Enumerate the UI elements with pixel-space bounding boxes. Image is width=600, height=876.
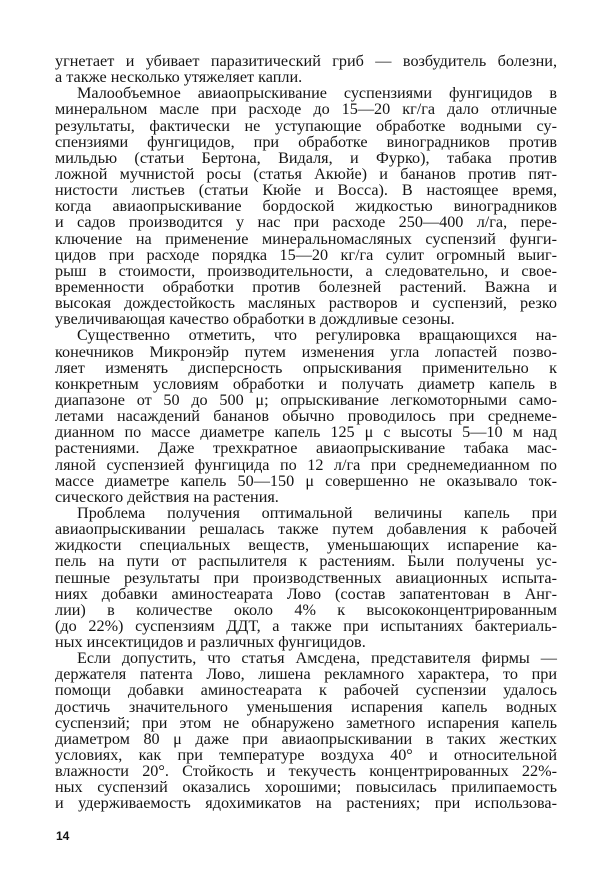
- text-line: Проблема получения оптимальной величины капель при: [77, 503, 557, 522]
- text-line: ключение на применение минеральномасляных суспензий фунги-: [55, 229, 557, 248]
- text-line: когда авиаопрыскивание бордоской жидкостью виноградников: [55, 197, 557, 216]
- text-line: цидов при расходе порядка 15—20 кг/га сулит огромный выиг-: [55, 245, 557, 264]
- text-line: конкретным условиям обработки и получать диаметр капель в: [55, 374, 557, 393]
- text-line: лии) в количестве около 4% к высококонцентрированным: [55, 600, 557, 619]
- text-line: минеральном масле при расходе до 15—20 кг/га дало отличные: [55, 100, 557, 119]
- text-line: диаметром 80 μ даже при авиаопрыскивании в таких жестких: [55, 729, 557, 748]
- text-line: высокая дождестойкость масляных растворов и суспензий, резко: [55, 294, 557, 313]
- text-line: влажности 20°. Стойкость и текучесть концентрированных 22%-: [55, 762, 557, 781]
- text-line: летами насаждений бананов обычно проводилось при среднеме-: [55, 407, 557, 426]
- text-line: жидкости специальных веществ, уменьшающих испарение ка-: [55, 536, 557, 555]
- text-line: ниях добавки аминостеарата Лово (состав запатентован в Анг-: [55, 584, 557, 603]
- text-line: ляет изменять дисперсность опрыскивания применительно к: [55, 358, 557, 377]
- text-line: условиях, как при температуре воздуха 40° и относительной: [55, 746, 557, 765]
- text-line: результаты, фактически не уступающие обработке водными су-: [55, 116, 557, 135]
- text-line: а также несколько утяжеляет капли.: [55, 68, 303, 87]
- paragraph: [55, 650, 557, 811]
- text-line: ляной суспензией фунгицида по 12 л/га при среднемедианном по: [55, 455, 557, 474]
- text-line: пель на пути от распылителя к растениям. Были получены ус-: [55, 552, 557, 571]
- page-number: 14: [56, 829, 70, 843]
- text-line: пешные результаты при производственных авиационных испыта-: [55, 568, 557, 587]
- text-line: ложной мучнистой росы (статья Акюйе) и бананов против пят-: [55, 164, 557, 183]
- text-line: увеличивающая качество обработки в дождливые сезоны.: [55, 310, 455, 329]
- text-line: ных инсектицидов и различных фунгицидов.: [55, 633, 366, 652]
- text-line: дианном по массе диаметре капель 125 μ с высоты 5—10 м над: [55, 423, 557, 442]
- text-line: Существенно отметить, что регулировка вращающихся на-: [77, 326, 557, 345]
- text-line: ных суспензий оказались хорошими; повысилась прилипаемость: [55, 778, 557, 797]
- paragraph: [55, 85, 557, 327]
- text-line: и садов производится у нас при расходе 250—400 л/га, пере-: [55, 213, 557, 232]
- paragraph: [55, 327, 557, 505]
- text-line: сического действия на растения.: [55, 487, 279, 506]
- text-line: диапазоне от 50 до 500 μ; опрыскивание легкомоторными само-: [55, 390, 557, 409]
- text-line: авиаопрыскивании решалась также путем добавления к рабочей: [55, 520, 557, 539]
- text-line: держателя патента Лово, лишена рекламного характера, то при: [55, 665, 557, 684]
- text-line: мильдью (статьи Бертона, Видаля, и Фурко), табака против: [55, 148, 557, 167]
- text-line: суспензий; при этом не обнаружено заметного испарения капель: [55, 713, 557, 732]
- text-line: спензиями фунгицидов, при обработке виноградников против: [55, 132, 557, 151]
- text-line: и удерживаемость ядохимикатов на растениях; при использова-: [55, 794, 557, 813]
- text-line: Если допустить, что статья Амсдена, представителя фирмы —: [77, 649, 557, 668]
- text-line: массе диаметре капель 50—150 μ совершенно не оказывало ток-: [55, 471, 557, 490]
- text-line: угнетает и убивает паразитический гриб — возбудитель болезни,: [55, 52, 557, 70]
- text-line: конечников Микронэйр путем изменения угла лопастей позво-: [55, 342, 557, 361]
- text-line: нистости листьев (статьи Кюйе и Восса). В настоящее время,: [55, 181, 557, 200]
- text-line: помощи добавки аминостеарата к рабочей суспензии удалось: [55, 681, 557, 700]
- paragraph: [55, 505, 557, 650]
- paragraph: [55, 53, 557, 85]
- page-body-text: [55, 53, 557, 812]
- text-line: Малообъемное авиаопрыскивание суспензиями фунгицидов в: [77, 84, 557, 103]
- text-line: рыш в стоимости, производительности, а следовательно, и свое-: [55, 261, 557, 280]
- text-line: временности обработки против болезней растений. Важна и: [55, 277, 557, 296]
- text-line: достичь значительного уменьшения испарения капель водных: [55, 697, 557, 716]
- text-line: (до 22%) суспензиям ДДТ, а также при испытаниях бактериаль-: [55, 616, 557, 635]
- text-line: растениями. Даже трехкратное авиаопрыскивание табака мас-: [55, 439, 557, 458]
